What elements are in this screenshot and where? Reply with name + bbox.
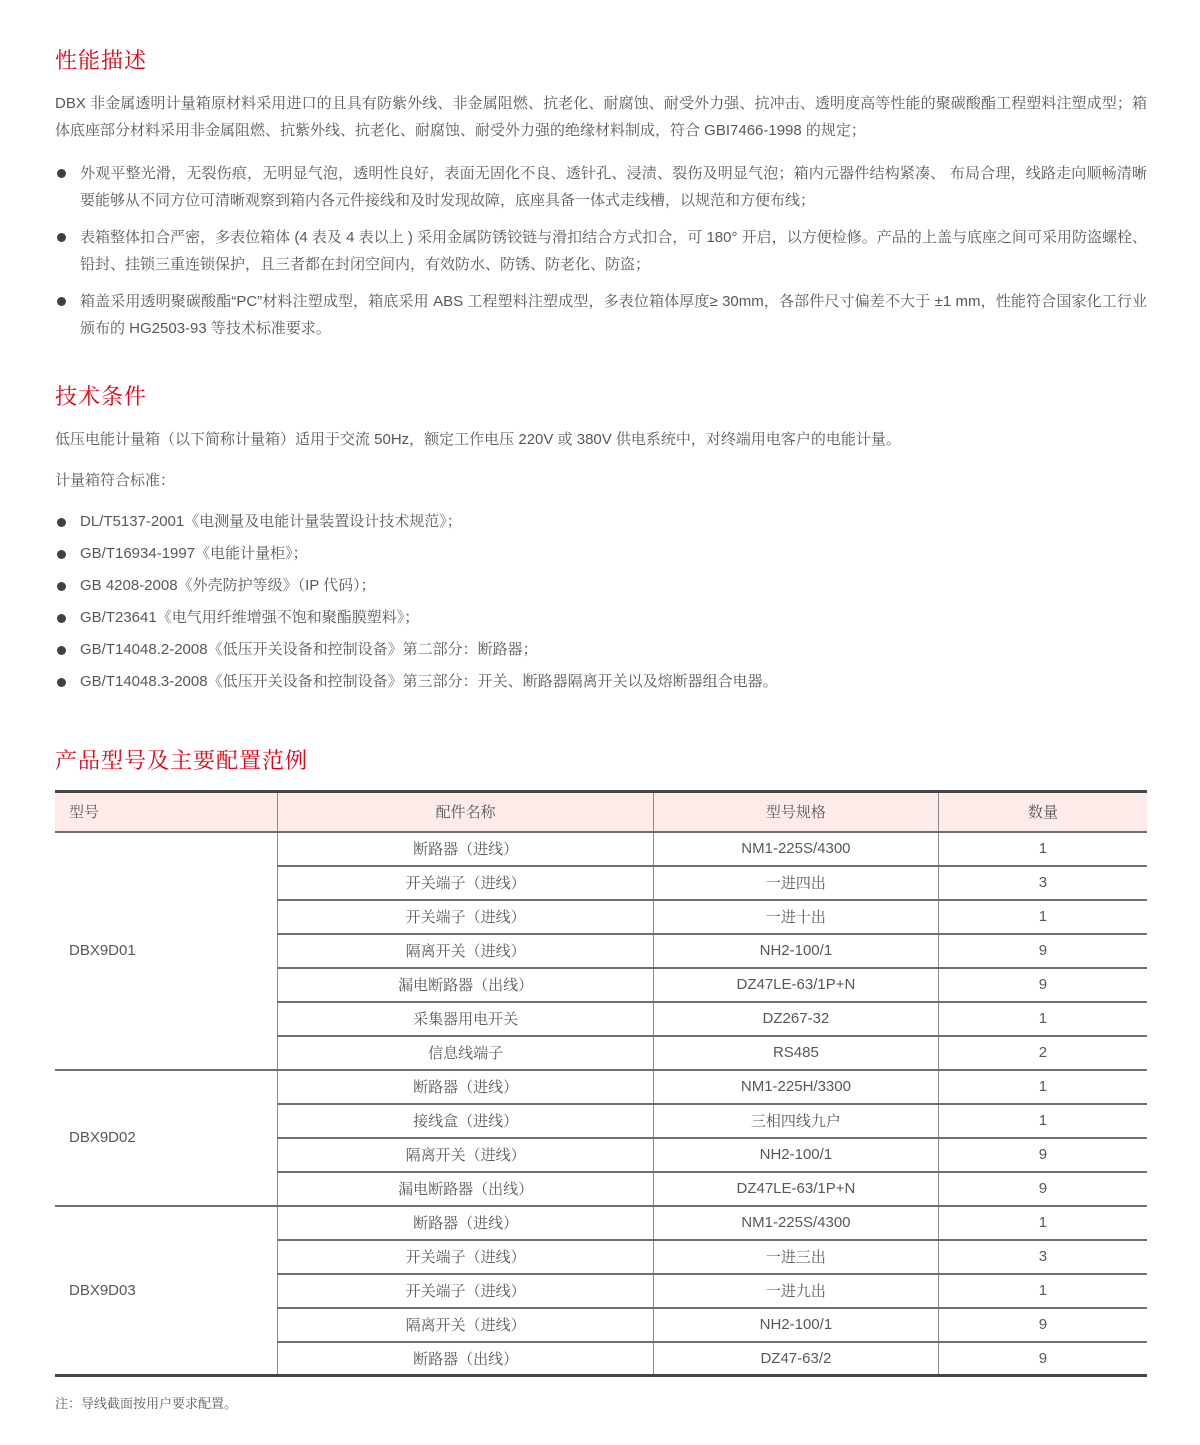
bullet-dot-icon — [57, 646, 66, 655]
column-header-part-name: 配件名称 — [278, 792, 654, 832]
standard-text: GB/T14048.3-2008《低压开关设备和控制设备》第三部分：开关、断路器隔离开关以及熔断器组合电器。 — [80, 673, 778, 690]
part-name-cell: 断路器（进线） — [278, 1206, 654, 1240]
part-name-cell: 断路器（出线） — [278, 1342, 654, 1376]
qty-cell: 1 — [938, 1070, 1147, 1104]
bullet-dot-icon — [57, 518, 66, 527]
qty-cell: 3 — [938, 1240, 1147, 1274]
column-header-qty: 数量 — [938, 792, 1147, 832]
part-name-cell: 信息线端子 — [278, 1036, 654, 1070]
performance-heading: 性能描述 — [55, 48, 148, 73]
qty-cell: 1 — [938, 1104, 1147, 1138]
part-name-cell: 隔离开关（进线） — [278, 1308, 654, 1342]
configuration-table — [55, 790, 1147, 1377]
qty-cell: 9 — [938, 934, 1147, 968]
spec-cell: NM1-225S/4300 — [653, 1206, 938, 1240]
qty-cell: 9 — [938, 1342, 1147, 1376]
standard-item — [55, 538, 1147, 570]
bullet-dot-icon — [57, 678, 66, 687]
part-name-cell: 接线盒（进线） — [278, 1104, 654, 1138]
performance-bullet-item — [55, 160, 1147, 214]
spec-cell: 三相四线九户 — [653, 1104, 938, 1138]
performance-bullet-item — [55, 288, 1147, 342]
standard-item — [55, 666, 1147, 698]
bullet-text: 表箱整体扣合严密，多表位箱体 (4 表及 4 表以上 ) 采用金属防锈铰链与滑扣结合方式扣合，可 180° 开启，以方便检修。产品的上盖与底座之间可采用防盗螺栓、铅封、挂锁三重连锁保护，且三者都在封闭空间内，有效防水、防锈、防老化、防盗； — [80, 229, 1148, 273]
bullet-dot-icon — [57, 614, 66, 623]
column-header-model: 型号 — [55, 792, 278, 832]
part-name-cell: 采集器用电开关 — [278, 1002, 654, 1036]
standard-item — [55, 570, 1147, 602]
table-row — [55, 1070, 1147, 1104]
qty-cell: 2 — [938, 1036, 1147, 1070]
part-name-cell: 开关端子（进线） — [278, 1274, 654, 1308]
bullet-text: 箱盖采用透明聚碳酸酯“PC”材料注塑成型，箱底采用 ABS 工程塑料注塑成型，多表位箱体厚度≥ 30mm，各部件尺寸偏差不大于 ±1 mm，性能符合国家化工行业颁布的 HG2503-93 等技术标准要求。 — [80, 293, 1147, 337]
bullet-dot-icon — [57, 550, 66, 559]
spec-cell: 一进十出 — [653, 900, 938, 934]
qty-cell: 9 — [938, 1308, 1147, 1342]
part-name-cell: 断路器（进线） — [278, 1070, 654, 1104]
standard-text: GB/T14048.2-2008《低压开关设备和控制设备》第二部分：断路器； — [80, 641, 538, 658]
technical-intro-paragraph: 低压电能计量箱（以下简称计量箱）适用于交流 50Hz，额定工作电压 220V 或 380V 供电系统中，对终端用电客户的电能计量。 — [55, 431, 901, 448]
part-name-cell: 开关端子（进线） — [278, 866, 654, 900]
qty-cell: 1 — [938, 1002, 1147, 1036]
bullet-text: 外观平整光滑，无裂伤痕，无明显气泡，透明性良好，表面无固化不良、透针孔、浸渍、裂伤及明显气泡；箱内元器件结构紧凑、 布局合理，线路走向顺畅清晰要能够从不同方位可清晰观察到箱内各元件接线和及时发现故障，底座具备一体式走线槽，以规范和方便布线； — [80, 165, 1147, 209]
spec-cell: NH2-100/1 — [653, 934, 938, 968]
qty-cell: 3 — [938, 866, 1147, 900]
part-name-cell: 断路器（进线） — [278, 832, 654, 866]
qty-cell: 1 — [938, 832, 1147, 866]
qty-cell: 9 — [938, 1172, 1147, 1206]
spec-cell: DZ47LE-63/1P+N — [653, 968, 938, 1002]
spec-cell: DZ47-63/2 — [653, 1342, 938, 1376]
model-cell: DBX9D03 — [55, 1206, 278, 1376]
part-name-cell: 漏电断路器（出线） — [278, 1172, 654, 1206]
table-header-row — [55, 792, 1147, 832]
spec-cell: 一进九出 — [653, 1274, 938, 1308]
bullet-dot-icon — [57, 582, 66, 591]
standard-item — [55, 634, 1147, 666]
part-name-cell: 漏电断路器（出线） — [278, 968, 654, 1002]
spec-cell: RS485 — [653, 1036, 938, 1070]
qty-cell: 1 — [938, 1274, 1147, 1308]
section-performance — [55, 46, 1147, 342]
table-header — [55, 792, 1147, 832]
spec-cell: DZ47LE-63/1P+N — [653, 1172, 938, 1206]
standard-text: DL/T5137-2001《电测量及电能计量装置设计技术规范》； — [80, 513, 462, 530]
table-row — [55, 1206, 1147, 1240]
products-heading: 产品型号及主要配置范例 — [55, 748, 309, 773]
standard-text: GB 4208-2008《外壳防护等级》（IP 代码）； — [80, 577, 376, 594]
spec-cell: 一进三出 — [653, 1240, 938, 1274]
section-products — [55, 746, 1147, 1413]
standard-text: GB/T23641《电气用纤维增强不饱和聚酯膜塑料》； — [80, 609, 420, 626]
qty-cell: 1 — [938, 900, 1147, 934]
performance-bullet-list — [55, 160, 1147, 342]
standard-item — [55, 506, 1147, 538]
standards-label: 计量箱符合标准： — [55, 472, 176, 489]
column-header-spec: 型号规格 — [653, 792, 938, 832]
spec-cell: NH2-100/1 — [653, 1308, 938, 1342]
spec-cell: 一进四出 — [653, 866, 938, 900]
standards-list — [55, 506, 1147, 698]
model-cell: DBX9D01 — [55, 832, 278, 1070]
spec-cell: NH2-100/1 — [653, 1138, 938, 1172]
bullet-dot-icon — [57, 233, 66, 242]
part-name-cell: 隔离开关（进线） — [278, 1138, 654, 1172]
spec-cell: DZ267-32 — [653, 1002, 938, 1036]
qty-cell: 9 — [938, 1138, 1147, 1172]
standard-item — [55, 602, 1147, 634]
spec-cell: NM1-225H/3300 — [653, 1070, 938, 1104]
bullet-dot-icon — [57, 169, 66, 178]
standard-text: GB/T16934-1997《电能计量柜》； — [80, 545, 308, 562]
table-row — [55, 832, 1147, 866]
performance-bullet-item — [55, 224, 1147, 278]
table-body — [55, 832, 1147, 1376]
part-name-cell: 开关端子（进线） — [278, 900, 654, 934]
part-name-cell: 开关端子（进线） — [278, 1240, 654, 1274]
section-technical — [55, 382, 1147, 698]
performance-intro-paragraph: DBX 非金属透明计量箱原材料采用进口的且具有防紫外线、非金属阻燃、抗老化、耐腐蚀、耐受外力强、抗冲击、透明度高等性能的聚碳酸酯工程塑料注塑成型；箱体底座部分材料采用非金属阻燃、抗紫外线、抗老化、耐腐蚀、耐受外力强的绝缘材料制成，符合 GBI7466-1998 的规定； — [55, 95, 1147, 139]
technical-heading: 技术条件 — [55, 384, 148, 409]
spec-cell: NM1-225S/4300 — [653, 832, 938, 866]
model-cell: DBX9D02 — [55, 1070, 278, 1206]
bullet-dot-icon — [57, 297, 66, 306]
qty-cell: 1 — [938, 1206, 1147, 1240]
part-name-cell: 隔离开关（进线） — [278, 934, 654, 968]
qty-cell: 9 — [938, 968, 1147, 1002]
table-footnote: 注：导线截面按用户要求配置。 — [55, 1396, 238, 1411]
